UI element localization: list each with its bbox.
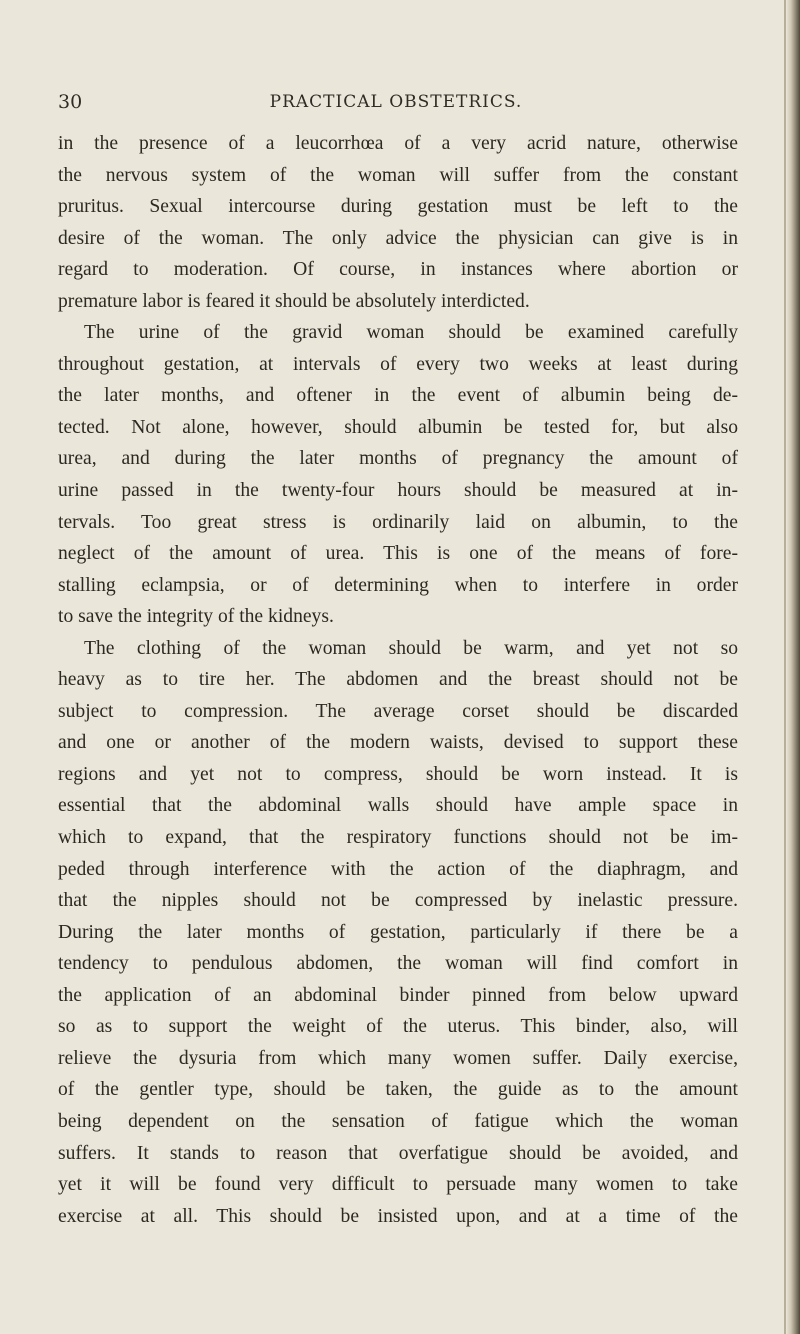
text-line: urea, and during the later months of pregnancy the amount of [58, 448, 738, 470]
text-line: to save the integrity of the kidneys. [58, 606, 334, 628]
text-line: essential that the abdominal walls should have ample space in [58, 795, 738, 817]
text-line: tendency to pendulous abdomen, the woman will find comfort in [58, 953, 738, 975]
body-text [58, 128, 738, 1232]
text-line: which to expand, that the respiratory functions should not be im- [58, 827, 738, 849]
text-line: that the nipples should not be compressed by inelastic pressure. [58, 890, 738, 912]
text-line: throughout gestation, at intervals of every two weeks at least during [58, 353, 738, 375]
text-line: pruritus. Sexual intercourse during gestation must be left to the [58, 196, 738, 218]
text-line: suffers. It stands to reason that overfatigue should be avoided, and [58, 1142, 738, 1164]
text-line: and one or another of the modern waists, devised to support these [58, 732, 738, 754]
paragraph-start-line: The urine of the gravid woman should be examined carefully [84, 322, 738, 344]
text-line: being dependent on the sensation of fatigue which the woman [58, 1110, 738, 1132]
text-line: desire of the woman. The only advice the physician can give is in [58, 227, 738, 249]
text-line: urine passed in the twenty-four hours should be measured at in- [58, 480, 738, 502]
text-line: the later months, and oftener in the event of albumin being de- [58, 385, 738, 407]
text-line: stalling eclampsia, or of determining when to interfere in order [58, 574, 738, 596]
text-line: regard to moderation. Of course, in instances where abortion or [58, 259, 738, 281]
text-line: tervals. Too great stress is ordinarily laid on albumin, to the [58, 511, 738, 533]
text-line: subject to compression. The average corset should be discarded [58, 700, 738, 722]
text-line: in the presence of a leucorrhœa of a very acrid nature, otherwise [58, 133, 738, 154]
running-head [58, 91, 734, 115]
text-line: so as to support the weight of the uterus. This binder, also, will [58, 1016, 738, 1038]
text-line: During the later months of gestation, particularly if there be a [58, 921, 738, 943]
text-line: regions and yet not to compress, should be worn instead. It is [58, 763, 738, 785]
page-edge-shadow [786, 0, 800, 1334]
text-line: peded through interference with the action of the diaphragm, and [58, 858, 738, 880]
text-line: the application of an abdominal binder pinned from below upward [58, 984, 738, 1006]
text-line: the nervous system of the woman will suffer from the constant [58, 164, 738, 186]
text-line: premature labor is feared it should be absolutely interdicted. [58, 290, 530, 312]
text-line: exercise at all. This should be insisted upon, and at a time of the [58, 1205, 738, 1227]
text-line: yet it will be found very difficult to persuade many women to take [58, 1174, 738, 1196]
text-line: heavy as to tire her. The abdomen and the breast should not be [58, 669, 738, 691]
paragraph-start-line: The clothing of the woman should be warm, and yet not so [84, 637, 738, 659]
text-line: relieve the dysuria from which many women suffer. Daily exercise, [58, 1047, 738, 1069]
text-line: of the gentler type, should be taken, the guide as to the amount [58, 1079, 738, 1101]
text-line: neglect of the amount of urea. This is one of the means of fore- [58, 543, 738, 565]
page-number: 30 [58, 91, 83, 113]
text-line: tected. Not alone, however, should albumin be tested for, but also [58, 416, 738, 438]
running-title: PRACTICAL OBSTETRICS. [269, 92, 523, 112]
